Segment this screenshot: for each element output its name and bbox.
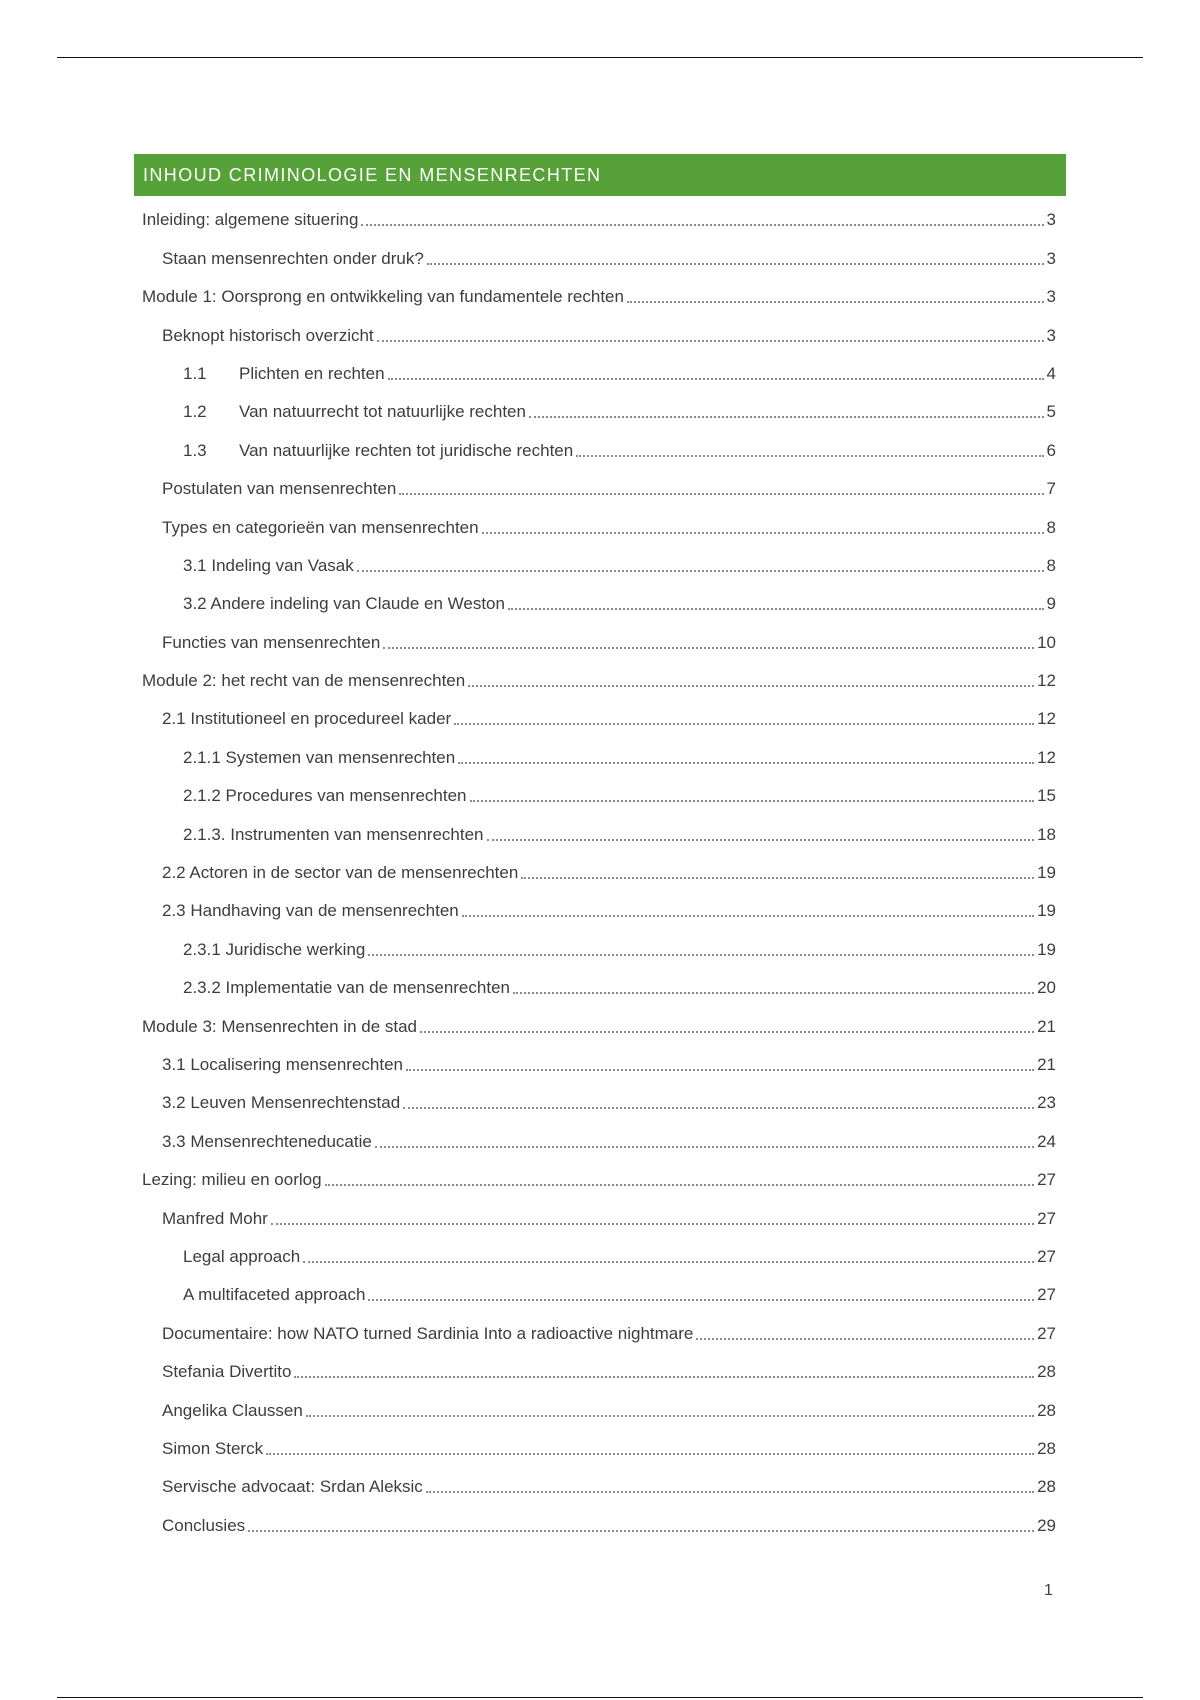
toc-entry-page: 15 [1037,786,1056,806]
toc-entry-title: Beknopt historisch overzicht [162,325,374,345]
toc-entry-title: 2.3 Handhaving van de mensenrechten [162,901,459,921]
toc-entry-page: 8 [1046,517,1056,537]
toc-entry-page: 23 [1037,1093,1056,1113]
toc-entry[interactable] [142,620,1056,658]
toc-entry[interactable] [142,697,1056,735]
toc-entry-page: 24 [1037,1131,1056,1151]
toc-entry-page: 19 [1037,939,1056,959]
toc-entry[interactable] [142,1158,1056,1196]
dot-leader [303,1261,1034,1263]
page-number: 1 [1044,1582,1053,1599]
toc-entry[interactable] [142,1196,1056,1234]
toc-entry[interactable] [142,1004,1056,1042]
toc-entry[interactable] [142,198,1056,236]
dot-leader [513,992,1034,994]
toc-entry[interactable] [142,735,1056,773]
toc-entry[interactable] [142,1427,1056,1465]
footer-rule [57,1697,1143,1698]
toc-entry-page: 10 [1037,632,1056,652]
dot-leader [508,608,1044,610]
toc-entry-page: 27 [1037,1208,1056,1228]
toc-entry-page: 3 [1046,287,1056,307]
toc-entry[interactable] [142,390,1056,428]
toc-entry-title: Manfred Mohr [162,1208,268,1228]
toc-entry-title: 2.1 Institutioneel en procedureel kader [162,709,452,729]
toc-entry[interactable] [142,505,1056,543]
toc-entry-page: 29 [1037,1515,1056,1535]
dot-leader [325,1184,1035,1186]
dot-leader [403,1107,1034,1109]
toc-entry-title: Types en categorieën van mensenrechten [162,517,479,537]
toc-entry-page: 18 [1037,824,1056,844]
toc-entry-page: 19 [1037,863,1056,883]
dot-leader [454,723,1034,725]
toc-entry[interactable] [142,428,1056,466]
toc-entry-page: 19 [1037,901,1056,921]
toc-entry-title: Simon Sterck [162,1438,264,1458]
dot-leader [383,647,1034,649]
toc-entry[interactable] [142,1273,1056,1311]
dot-leader [266,1453,1034,1455]
dot-leader [420,1031,1034,1033]
dot-leader [470,800,1035,802]
toc-entry-number: 1.2 [183,402,207,422]
dot-leader [576,455,1043,457]
table-of-contents [142,198,1056,1542]
toc-entry[interactable] [142,582,1056,620]
toc-entry-page: 12 [1037,747,1056,767]
toc-entry-page: 3 [1046,325,1056,345]
toc-entry[interactable] [142,927,1056,965]
dot-leader [388,378,1044,380]
dot-leader [462,915,1034,917]
toc-entry-title: Module 2: het recht van de mensenrechten [142,671,466,691]
dot-leader [294,1376,1034,1378]
toc-entry[interactable] [142,352,1056,390]
toc-entry-page: 7 [1046,479,1056,499]
toc-entry-title: Plichten en rechten [239,363,385,383]
toc-entry-title: Angelika Claussen [162,1400,303,1420]
toc-entry-title: 2.1.1 Systemen van mensenrechten [183,747,456,767]
toc-entry-page: 27 [1037,1170,1056,1190]
toc-entry[interactable] [142,1235,1056,1273]
toc-entry-page: 20 [1037,978,1056,998]
toc-entry-page: 12 [1037,671,1056,691]
dot-leader [406,1069,1034,1071]
toc-entry-title: Van natuurlijke rechten tot juridische rechten [239,440,574,460]
toc-entry-title: 2.3.2 Implementatie van de mensenrechten [183,978,510,998]
toc-entry-title: Documentaire: how NATO turned Sardinia Into a radioactive nightmare [162,1323,694,1343]
dot-leader [627,301,1044,303]
toc-entry[interactable] [142,851,1056,889]
header-rule [57,57,1143,58]
toc-entry-page: 4 [1046,363,1056,383]
toc-entry-page: 21 [1037,1016,1056,1036]
toc-entry-title: A multifaceted approach [183,1285,366,1305]
dot-leader [529,416,1044,418]
toc-entry-number: 1.3 [183,440,207,460]
toc-entry[interactable] [142,774,1056,812]
toc-entry-page: 8 [1046,555,1056,575]
toc-entry-page: 27 [1037,1323,1056,1343]
dot-leader [377,340,1044,342]
toc-entry-title: 3.2 Andere indeling van Claude en Weston [183,594,505,614]
toc-entry-page: 5 [1046,402,1056,422]
toc-entry-page: 9 [1046,594,1056,614]
toc-entry[interactable] [142,1043,1056,1081]
dot-leader [368,1299,1034,1301]
toc-entry[interactable] [142,659,1056,697]
toc-entry-title: Lezing: milieu en oorlog [142,1170,322,1190]
toc-entry-title: 2.1.3. Instrumenten van mensenrechten [183,824,484,844]
toc-entry[interactable] [142,1081,1056,1119]
toc-entry-title: Van natuurrecht tot natuurlijke rechten [239,402,526,422]
dot-leader [399,493,1043,495]
toc-entry[interactable] [142,544,1056,582]
toc-entry-page: 28 [1037,1477,1056,1497]
toc-entry[interactable] [142,236,1056,274]
toc-entry-title: Staan mensenrechten onder druk? [162,248,424,268]
toc-entry-title: Postulaten van mensenrechten [162,479,397,499]
toc-entry-title: Servische advocaat: Srdan Aleksic [162,1477,423,1497]
dot-leader [271,1223,1034,1225]
toc-entry-title: Functies van mensenrechten [162,632,381,652]
toc-entry[interactable] [142,467,1056,505]
toc-entry-page: 12 [1037,709,1056,729]
toc-entry-page: 28 [1037,1438,1056,1458]
toc-entry-title: Module 3: Mensenrechten in de stad [142,1016,418,1036]
toc-entry[interactable] [142,1119,1056,1157]
toc-entry-title: 3.3 Mensenrechteneducatie [162,1131,372,1151]
toc-entry[interactable] [142,1311,1056,1349]
dot-leader [521,877,1034,879]
toc-entry-title: 2.2 Actoren in de sector van de mensenrechten [162,863,519,883]
dot-leader [306,1415,1034,1417]
dot-leader [357,570,1044,572]
dot-leader [696,1338,1034,1340]
dot-leader [368,954,1034,956]
dot-leader [468,685,1034,687]
dot-leader [375,1146,1034,1148]
toc-entry[interactable] [142,812,1056,850]
dot-leader [248,1530,1034,1532]
toc-entry-title: Legal approach [183,1246,301,1266]
toc-entry-title: 3.2 Leuven Mensenrechtenstad [162,1093,401,1113]
toc-entry-title: Inleiding: algemene situering [142,210,359,230]
toc-entry-number: 1.1 [183,363,207,383]
dot-leader [458,762,1034,764]
dot-leader [487,839,1035,841]
toc-entry[interactable] [142,966,1056,1004]
dot-leader [361,224,1043,226]
toc-entry[interactable] [142,1465,1056,1503]
toc-entry[interactable] [142,313,1056,351]
toc-entry-title: 2.3.1 Juridische werking [183,939,366,959]
toc-entry[interactable] [142,1503,1056,1541]
toc-entry-page: 28 [1037,1362,1056,1382]
toc-entry-title: 3.1 Indeling van Vasak [183,555,354,575]
toc-entry-title: 2.1.2 Procedures van mensenrechten [183,786,467,806]
toc-entry-page: 27 [1037,1285,1056,1305]
toc-entry-page: 27 [1037,1246,1056,1266]
toc-entry-page: 3 [1046,248,1056,268]
toc-heading: INHOUD CRIMINOLOGIE EN MENSENRECHTEN [134,154,1066,196]
toc-entry-page: 28 [1037,1400,1056,1420]
toc-entry-title: 3.1 Localisering mensenrechten [162,1054,403,1074]
dot-leader [482,532,1044,534]
toc-entry[interactable] [142,275,1056,313]
toc-entry-title: Conclusies [162,1515,246,1535]
toc-entry-page: 3 [1046,210,1056,230]
toc-entry-page: 21 [1037,1054,1056,1074]
toc-entry[interactable] [142,1350,1056,1388]
toc-entry-page: 6 [1046,440,1056,460]
toc-entry-title: Stefania Divertito [162,1362,292,1382]
toc-entry[interactable] [142,889,1056,927]
dot-leader [426,1491,1034,1493]
toc-entry-title: Module 1: Oorsprong en ontwikkeling van fundamentele rechten [142,287,624,307]
toc-entry[interactable] [142,1388,1056,1426]
dot-leader [427,263,1044,265]
